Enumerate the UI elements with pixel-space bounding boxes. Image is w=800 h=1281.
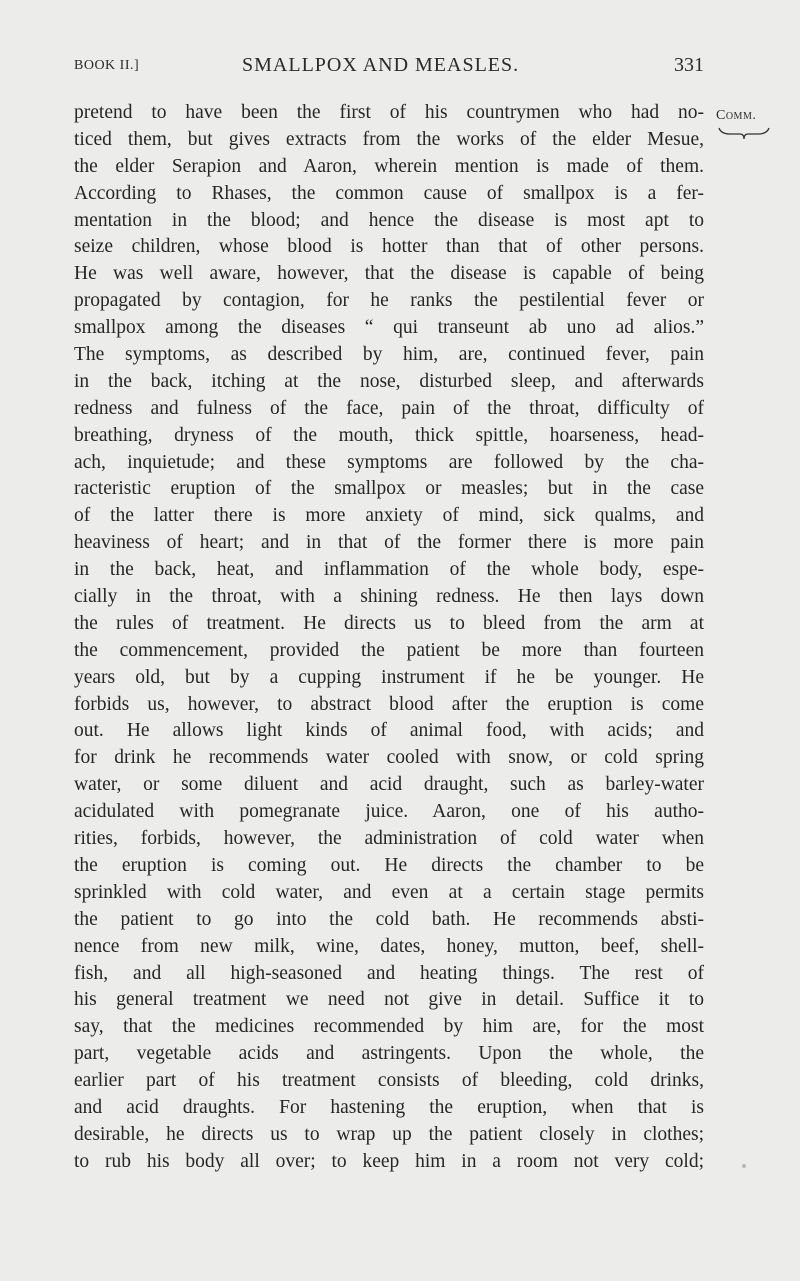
text-line: desirable, he directs us to wrap up the patient closely in clothes;	[74, 1123, 704, 1145]
text-line: mentation in the blood; and hence the disease is most apt to	[74, 209, 704, 231]
body-text	[74, 100, 704, 1176]
text-line: the eruption is coming out. He directs the chamber to be	[74, 854, 704, 876]
text-line: the commencement, provided the patient be more than fourteen	[74, 639, 704, 661]
text-line: in the back, heat, and inflammation of the whole body, espe-	[74, 559, 704, 581]
text-line: pretend to have been the first of his countrymen who had no-	[74, 102, 704, 123]
text-line: cially in the throat, with a shining redness. He then lays down	[74, 586, 704, 608]
text-line: years old, but by a cupping instrument if he be younger. He	[74, 666, 704, 688]
text-line: the rules of treatment. He directs us to bleed from the arm at	[74, 612, 704, 634]
text-line: nence from new milk, wine, dates, honey, mutton, beef, shell-	[74, 935, 704, 957]
text-line: redness and fulness of the face, pain of the throat, difficulty of	[74, 397, 704, 419]
text-line: breathing, dryness of the mouth, thick spittle, hoarseness, head-	[74, 424, 704, 446]
text-line: for drink he recommends water cooled with snow, or cold spring	[74, 747, 704, 769]
text-line: to rub his body all over; to keep him in a room not very cold;	[74, 1150, 704, 1172]
running-header	[74, 52, 704, 82]
text-line: of the latter there is more anxiety of mind, sick qualms, and	[74, 505, 704, 527]
text-line: water, or some diluent and acid draught, such as barley-water	[74, 774, 704, 796]
text-line: and acid draughts. For hastening the eruption, when that is	[74, 1096, 704, 1118]
text-line: part, vegetable acids and astringents. Upon the whole, the	[74, 1043, 704, 1065]
text-line: say, that the medicines recommended by him are, for the most	[74, 1016, 704, 1038]
text-line: fish, and all high-seasoned and heating things. The rest of	[74, 962, 704, 984]
text-line: out. He allows light kinds of animal food, with acids; and	[74, 720, 704, 742]
text-line: in the back, itching at the nose, disturbed sleep, and afterwards	[74, 370, 704, 392]
text-line: seize children, whose blood is hotter than that of other persons.	[74, 236, 704, 258]
text-line: ticed them, but gives extracts from the works of the elder Mesue,	[74, 128, 704, 150]
text-line: sprinkled with cold water, and even at a certain stage permits	[74, 881, 704, 903]
text-line: rities, forbids, however, the administration of cold water when	[74, 828, 704, 850]
text-line: smallpox among the diseases “ qui transeunt ab uno ad alios.”	[74, 317, 704, 339]
text-line: the elder Serapion and Aaron, wherein mention is made of them.	[74, 155, 704, 177]
text-line: ach, inquietude; and these symptoms are followed by the cha-	[74, 451, 704, 473]
text-line: the patient to go into the cold bath. He recommends absti-	[74, 908, 704, 930]
running-head-title: SMALLPOX AND MEASLES.	[242, 54, 520, 76]
text-line: According to Rhases, the common cause of smallpox is a fer-	[74, 182, 704, 204]
text-line: racteristic eruption of the smallpox or measles; but in the case	[74, 478, 704, 500]
text-line: acidulated with pomegranate juice. Aaron, one of his autho-	[74, 801, 704, 823]
margin-note: Comm.	[716, 108, 757, 123]
running-head-book: BOOK II.]	[74, 58, 140, 73]
text-line: heaviness of heart; and in that of the former there is more pain	[74, 532, 704, 554]
paper-speck	[742, 1164, 746, 1168]
text-line: his general treatment we need not give in detail. Suffice it to	[74, 989, 704, 1011]
text-line: earlier part of his treatment consists of bleeding, cold drinks,	[74, 1070, 704, 1092]
text-line: propagated by contagion, for he ranks the pestilential fever or	[74, 290, 704, 312]
page-number: 331	[674, 54, 704, 76]
text-line: forbids us, however, to abstract blood after the eruption is come	[74, 693, 704, 715]
text-line: He was well aware, however, that the disease is capable of being	[74, 263, 704, 285]
margin-brace-icon	[718, 126, 770, 140]
text-line: The symptoms, as described by him, are, continued fever, pain	[74, 344, 704, 366]
